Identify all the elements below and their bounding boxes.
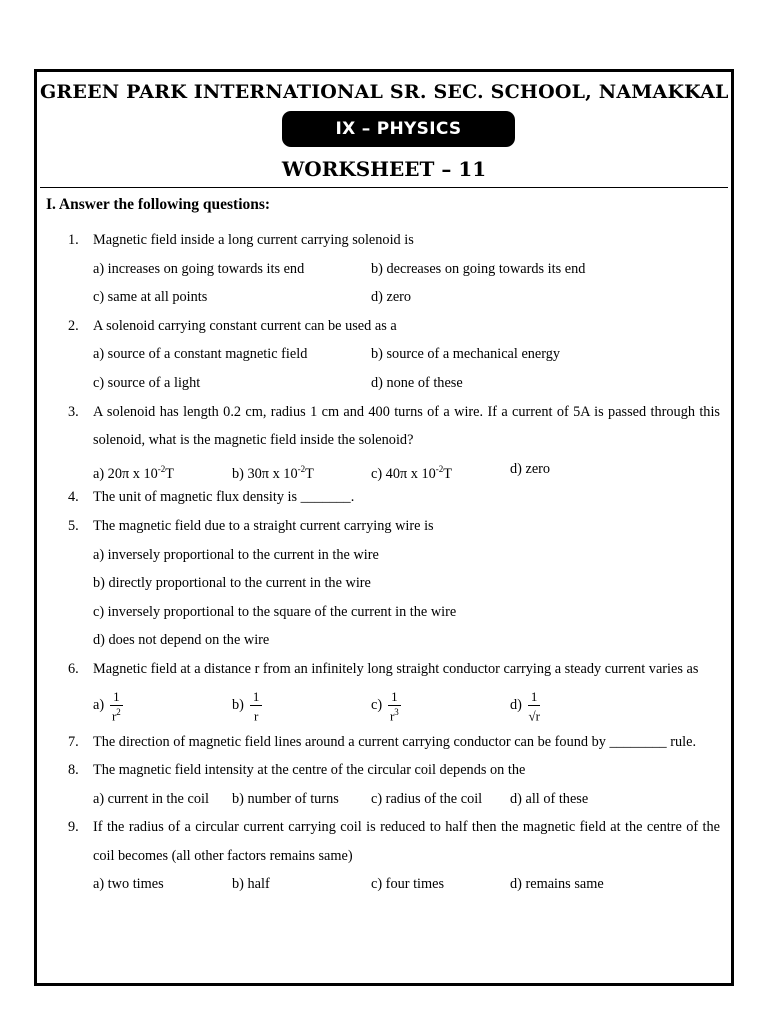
section-title: I. Answer the following questions: [46, 196, 271, 213]
option-a: a) inversely proportional to the current in the wire [93, 546, 379, 563]
question-6 [37, 655, 731, 684]
option-c: c) radius of the coil [371, 790, 483, 807]
question-number: 8. [68, 762, 79, 779]
option-d: d) remains same [510, 876, 604, 893]
fraction: $\frac{1}{r^2}$ [111, 688, 121, 723]
option-a: a) source of a constant magnetic field [93, 346, 308, 363]
question-4 [37, 483, 731, 512]
question-number: 4. [68, 489, 79, 506]
question-number: 2. [68, 317, 79, 334]
options-row [37, 340, 731, 369]
fraction-options-row [37, 684, 731, 728]
option-b: b) directly proportional to the current in the wire [93, 575, 371, 592]
option-b: b) $\frac{1}{r}$ [232, 690, 262, 722]
school-name: GREEN PARK INTERNATIONAL SR. SEC. SCHOOL, NAMAKKAL [40, 81, 729, 103]
question-3 [37, 398, 731, 455]
question-number: 1. [68, 232, 79, 248]
options-row [37, 255, 731, 284]
options-row [37, 541, 731, 570]
option-c: c) 40π x $10^{-2}T$ [371, 463, 453, 482]
option-c: c) source of a light [93, 374, 201, 391]
fraction: $\frac{1}{r^3}$ [389, 688, 399, 723]
worksheet-title: WORKSHEET – 11 [281, 157, 487, 181]
question-text: If the radius of a circular current carrying coil is reduced to half then the magnetic field at the centre of the coil becomes (all other factors remains same) [93, 819, 720, 864]
worksheet-header [40, 75, 728, 188]
option-b: b) 30π x $10^{-2}T$ [232, 463, 314, 482]
option-d: d) does not depend on the wire [93, 632, 270, 649]
options-row [37, 870, 731, 899]
question-1 [37, 226, 731, 255]
options-row [37, 283, 731, 312]
fraction: $\frac{1}{√r}$ [528, 688, 540, 723]
worksheet-frame [34, 69, 734, 986]
question-number: 6. [68, 660, 79, 677]
options-row [37, 598, 731, 627]
option-c: c) inversely proportional to the square of the current in the wire [93, 603, 457, 620]
question-number: 3. [68, 403, 79, 420]
option-d: d) zero [371, 289, 412, 306]
question-8 [37, 756, 731, 785]
option-b: b) number of turns [232, 790, 339, 807]
option-a: a) current in the coil [93, 790, 209, 807]
option-a: a) increases on going towards its end [93, 260, 305, 277]
option-b: b) source of a mechanical energy [371, 346, 561, 363]
question-5 [37, 512, 731, 541]
options-row [37, 569, 731, 598]
option-a: a) $\frac{1}{r^2}$ [93, 688, 121, 723]
options-row [37, 369, 731, 398]
question-list [37, 226, 731, 899]
subject-banner: IX – PHYSICS [282, 111, 515, 147]
option-c: c) four times [371, 876, 445, 893]
option-d: d) all of these [510, 790, 589, 807]
option-d: d) $\frac{1}{√r}$ [510, 688, 540, 723]
question-text: Magnetic field inside a long current carrying solenoid is [93, 232, 414, 248]
question-text: A solenoid carrying constant current can be used as a [93, 317, 397, 334]
question-text: The direction of magnetic field lines around a current carrying conductor can be found by ________ rule. [93, 733, 697, 750]
options-row [37, 626, 731, 655]
question-number: 9. [68, 819, 79, 836]
option-a: a) two times [93, 876, 164, 893]
option-b: b) decreases on going towards its end [371, 260, 586, 277]
question-7 [37, 728, 731, 757]
options-row [37, 455, 731, 484]
question-9 [37, 813, 731, 870]
option-d: d) zero [510, 460, 551, 477]
option-c: c) same at all points [93, 289, 208, 306]
question-text: The magnetic field due to a straight current carrying wire is [93, 517, 434, 534]
question-text: The unit of magnetic flux density is _______. [93, 489, 355, 506]
question-number: 7. [68, 733, 79, 750]
option-c: c) $\frac{1}{r^3}$ [371, 688, 399, 723]
question-text: Magnetic field at a distance r from an infinitely long straight conductor carrying a steady current varies as [93, 660, 699, 677]
question-text: The magnetic field intensity at the centre of the circular coil depends on the [93, 762, 526, 779]
question-text: A solenoid has length 0.2 cm, radius 1 cm and 400 turns of a wire. If a current of 5A is passed through this solenoid, what is the magnetic field inside the solenoid? [93, 403, 720, 449]
option-a: a) 20π x $10^{-2}T$ [93, 463, 175, 482]
options-row [37, 785, 731, 814]
fraction: $\frac{1}{r}$ [250, 690, 263, 722]
option-b: b) half [232, 876, 270, 893]
question-number: 5. [68, 517, 79, 534]
question-2 [37, 312, 731, 341]
option-d: d) none of these [371, 374, 463, 391]
